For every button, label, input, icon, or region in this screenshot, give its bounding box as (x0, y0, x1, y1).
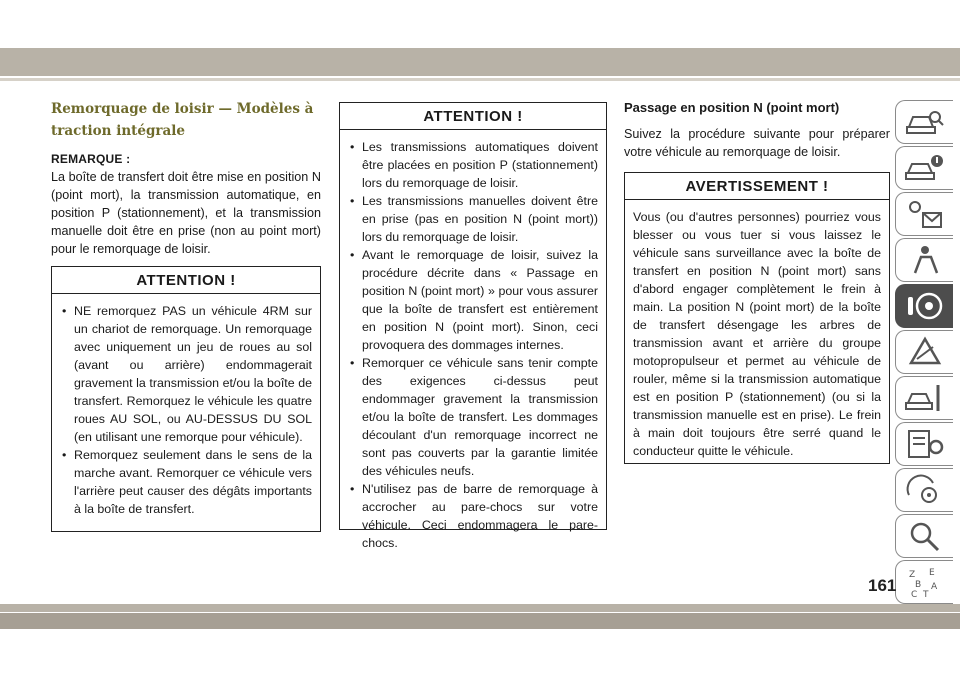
caution-list (52, 294, 320, 524)
tab-warning-lights[interactable] (895, 192, 953, 236)
subsection-heading: Passage en position N (point mort) (624, 100, 840, 115)
warning-box (624, 172, 890, 464)
car-service-icon (905, 381, 945, 415)
note-paragraph: La boîte de transfert doit être mise en position N (point mort), la transmission automatique, en position P (stationnement), et la transmission manuelle doit être en prise (non au point mort) pour le remorquage de loisir. (51, 170, 321, 256)
specifications-icon (905, 427, 945, 461)
list-item: • Remorquez seulement dans le sens de la marche avant. Remorquer ce véhicule vers l'arrière peut causer des dégâts importants à la boîte de transfert. (60, 446, 312, 518)
top-band (0, 48, 960, 76)
chapter-tabs (895, 100, 957, 606)
svg-text:E: E (928, 568, 935, 578)
list-item: • Remorquer ce véhicule sans tenir compte des exigences ci-dessus peut endommager gravement la transmission et/ou la boîte de transfert. Les dommages découlant d'un remorquage incorrect ne sont pas couverts par la garantie limitée des véhicules neufs. (348, 354, 598, 480)
tab-seat-airbag[interactable] (895, 238, 953, 282)
multimedia-icon (905, 473, 945, 507)
bottom-rule (0, 604, 960, 612)
caution-heading: ATTENTION ! (52, 267, 320, 294)
svg-text:A: A (930, 582, 937, 592)
bottom-band (0, 613, 960, 629)
svg-text:B: B (914, 580, 921, 590)
tab-roadside[interactable] (895, 330, 953, 374)
list-item: • N'utilisez pas de barre de remorquage à accrocher au pare-chocs sur votre véhicule. Ceci endommagera le pare-chocs. (348, 480, 598, 552)
tab-specifications[interactable] (895, 422, 953, 466)
list-item: • Les transmissions automatiques doivent être placées en position P (stationnement) lors du remorquage de loisir. (348, 138, 598, 192)
tab-car-info[interactable] (895, 146, 953, 190)
index-icon (905, 565, 945, 599)
car-search-icon (905, 105, 945, 139)
warning-body: Vous (ou d'autres personnes) pourriez vous blesser ou vous tuer si vous laissez le véhicule sans surveillance avec la boîte de transfert en position N (point mort) sans d'abord engager complètement le frein à main. La position N (point mort) de la boîte de transfert désengage les arbres de transmission avant et arrière du groupe motopropulseur et permet au véhicule de rouler, même si la transmission automatique est en position P (stationnement) (ou si la transmission manuelle est en prise). Le frein à main doit toujours être serré quand le conducteur quitte le véhicule. (633, 210, 881, 458)
tab-car-search[interactable] (895, 100, 953, 144)
warning-heading: AVERTISSEMENT ! (625, 173, 889, 200)
tab-search[interactable] (895, 514, 953, 558)
caution-box-left (51, 266, 321, 532)
roadside-warning-icon (905, 335, 945, 369)
page-number: 161 (868, 576, 897, 595)
section-title: Remorquage de loisir — Modèles à traction intégrale (51, 101, 314, 139)
tab-multimedia[interactable] (895, 468, 953, 512)
note-label: REMARQUE : (51, 152, 131, 166)
list-item: • NE remorquez PAS un véhicule 4RM sur un chariot de remorquage. Un remorquage avec uniquement un jeu de roues au sol (avant ou arrière) endommagerait gravement la transmission et/ou la boîte de transfert. Remorquez le véhicule les quatre roues AU SOL, ou AU-DESSUS DU SOL (en utilisant une remorque pour véhicule). (60, 302, 312, 446)
warning-lights-icon (905, 197, 945, 231)
caution-heading: ATTENTION ! (340, 103, 606, 130)
top-rule (0, 78, 960, 81)
list-item: • Avant le remorquage de loisir, suivez la procédure décrite dans « Passage en position N (point mort) » pour vous assurer que la boîte de transfert est entièrement en position N (point mort). Sinon, ceci provoquera des dommages internes. (348, 246, 598, 354)
tab-index[interactable] (895, 560, 953, 604)
tab-service[interactable] (895, 376, 953, 420)
right-column (624, 100, 890, 161)
search-icon (905, 519, 945, 553)
svg-text:Z: Z (908, 570, 915, 580)
left-column (51, 98, 321, 258)
steering-key-icon (905, 289, 945, 323)
car-info-icon (905, 151, 945, 185)
svg-text:T: T (922, 590, 928, 599)
svg-text:C: C (910, 590, 917, 599)
tab-starting-operating[interactable] (895, 284, 953, 328)
seat-airbag-icon (905, 243, 945, 277)
list-item: • Les transmissions manuelles doivent être en prise (pas en position N (point mort)) lors du remorquage de loisir. (348, 192, 598, 246)
intro-paragraph: Suivez la procédure suivante pour préparer votre véhicule au remorquage de loisir. (624, 127, 890, 159)
caution-box-middle (339, 102, 607, 550)
caution-list (340, 130, 606, 558)
